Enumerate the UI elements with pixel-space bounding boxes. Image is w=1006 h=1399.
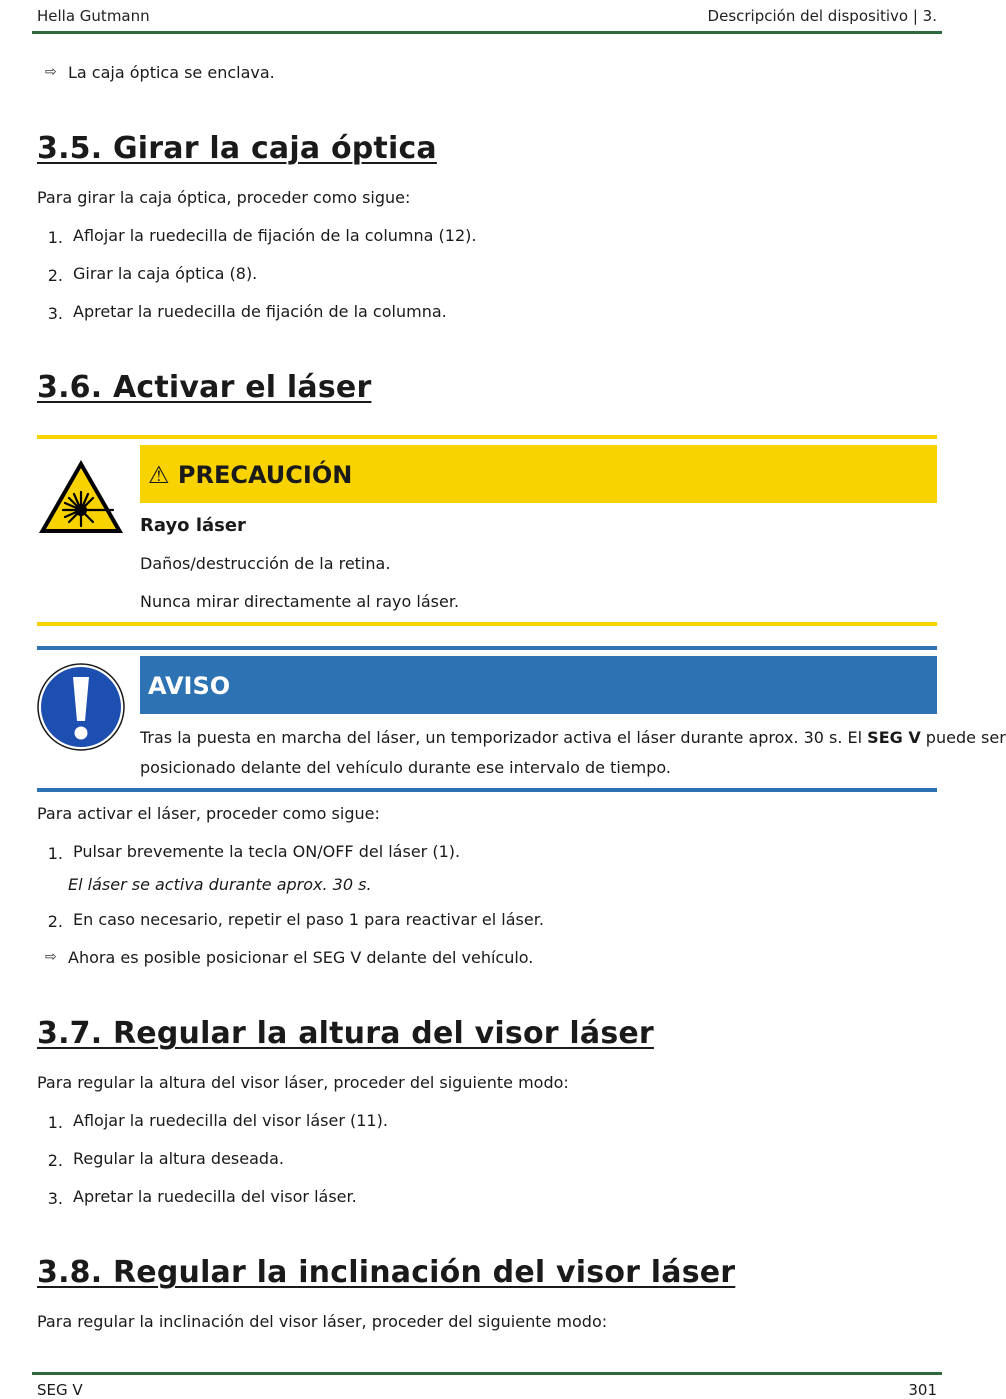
notice-text-before: Tras la puesta en marcha del láser, un temporizador activa el láser durante aprox. 30 s. El <box>140 728 868 747</box>
notice-line-2: posicionado delante del vehículo durante ese intervalo de tiempo. <box>140 758 672 777</box>
caution-bottom-rule <box>37 622 937 626</box>
step-text: Girar la caja óptica (8). <box>73 264 258 283</box>
notice-bottom-rule <box>37 788 937 792</box>
warning-triangle-icon: ⚠ <box>148 461 170 489</box>
section-3-6-outcome: Ahora es posible posicionar el SEG V delante del vehículo. <box>68 948 534 967</box>
step-number: 1. <box>47 1113 63 1132</box>
caution-line: Daños/destrucción de la retina. <box>140 554 391 573</box>
caution-line: Nunca mirar directamente al rayo láser. <box>140 592 460 611</box>
step-text: Aflojar la ruedecilla del visor láser (11). <box>73 1111 388 1130</box>
result-arrow-icon: ⇨ <box>45 949 57 965</box>
notice-line-1 <box>140 730 1006 746</box>
header-left: Hella Gutmann <box>37 7 150 25</box>
notice-banner <box>140 656 937 714</box>
step-number: 2. <box>47 912 63 931</box>
step-result: El láser se activa durante aprox. 30 s. <box>68 875 372 894</box>
step-text: Aflojar la ruedecilla de fijación de la columna (12). <box>73 226 477 245</box>
caution-top-rule <box>37 435 937 439</box>
step-text: Apretar la ruedecilla de fijación de la columna. <box>73 302 447 321</box>
step-number: 2. <box>47 266 63 285</box>
section-3-8-intro: Para regular la inclinación del visor láser, proceder del siguiente modo: <box>37 1312 608 1331</box>
laser-warning-icon <box>37 458 125 539</box>
section-title-3-8: 3.8. Regular la inclinación del visor láser <box>37 1255 736 1290</box>
section-title-3-6: 3.6. Activar el láser <box>37 370 372 405</box>
section-3-7-intro: Para regular la altura del visor láser, proceder del siguiente modo: <box>37 1073 569 1092</box>
notice-text-after: puede ser <box>920 728 1006 747</box>
notice-title: AVISO <box>148 672 231 700</box>
step-number: 1. <box>47 844 63 863</box>
mandatory-notice-icon <box>37 663 125 755</box>
caution-title <box>148 461 352 489</box>
notice-bold: SEG V <box>867 728 921 747</box>
footer-rule <box>32 1372 942 1375</box>
section-title-3-7: 3.7. Regular la altura del visor láser <box>37 1016 654 1051</box>
caution-title-text: PRECAUCIÓN <box>177 461 353 489</box>
step-number: 2. <box>47 1151 63 1170</box>
step-number: 1. <box>47 228 63 247</box>
step-text: En caso necesario, repetir el paso 1 para reactivar el láser. <box>73 910 544 929</box>
caution-banner <box>140 445 937 503</box>
step-text: Apretar la ruedecilla del visor láser. <box>73 1187 357 1206</box>
step-number: 3. <box>47 304 63 323</box>
intro-result: La caja óptica se enclava. <box>68 63 275 82</box>
page-number: 301 <box>908 1381 937 1399</box>
notice-top-rule <box>37 646 937 650</box>
result-arrow-icon: ⇨ <box>45 64 57 80</box>
header-right: Descripción del dispositivo | 3. <box>707 7 937 25</box>
step-text: Regular la altura deseada. <box>73 1149 284 1168</box>
caution-subtitle: Rayo láser <box>140 515 246 536</box>
step-number: 3. <box>47 1189 63 1208</box>
section-3-6-intro: Para activar el láser, proceder como sigue: <box>37 804 380 823</box>
header-rule <box>32 31 942 34</box>
section-3-5-intro: Para girar la caja óptica, proceder como sigue: <box>37 188 411 207</box>
step-text: Pulsar brevemente la tecla ON/OFF del láser (1). <box>73 842 461 861</box>
footer-left: SEG V <box>37 1381 83 1399</box>
section-title-3-5: 3.5. Girar la caja óptica <box>37 131 437 166</box>
